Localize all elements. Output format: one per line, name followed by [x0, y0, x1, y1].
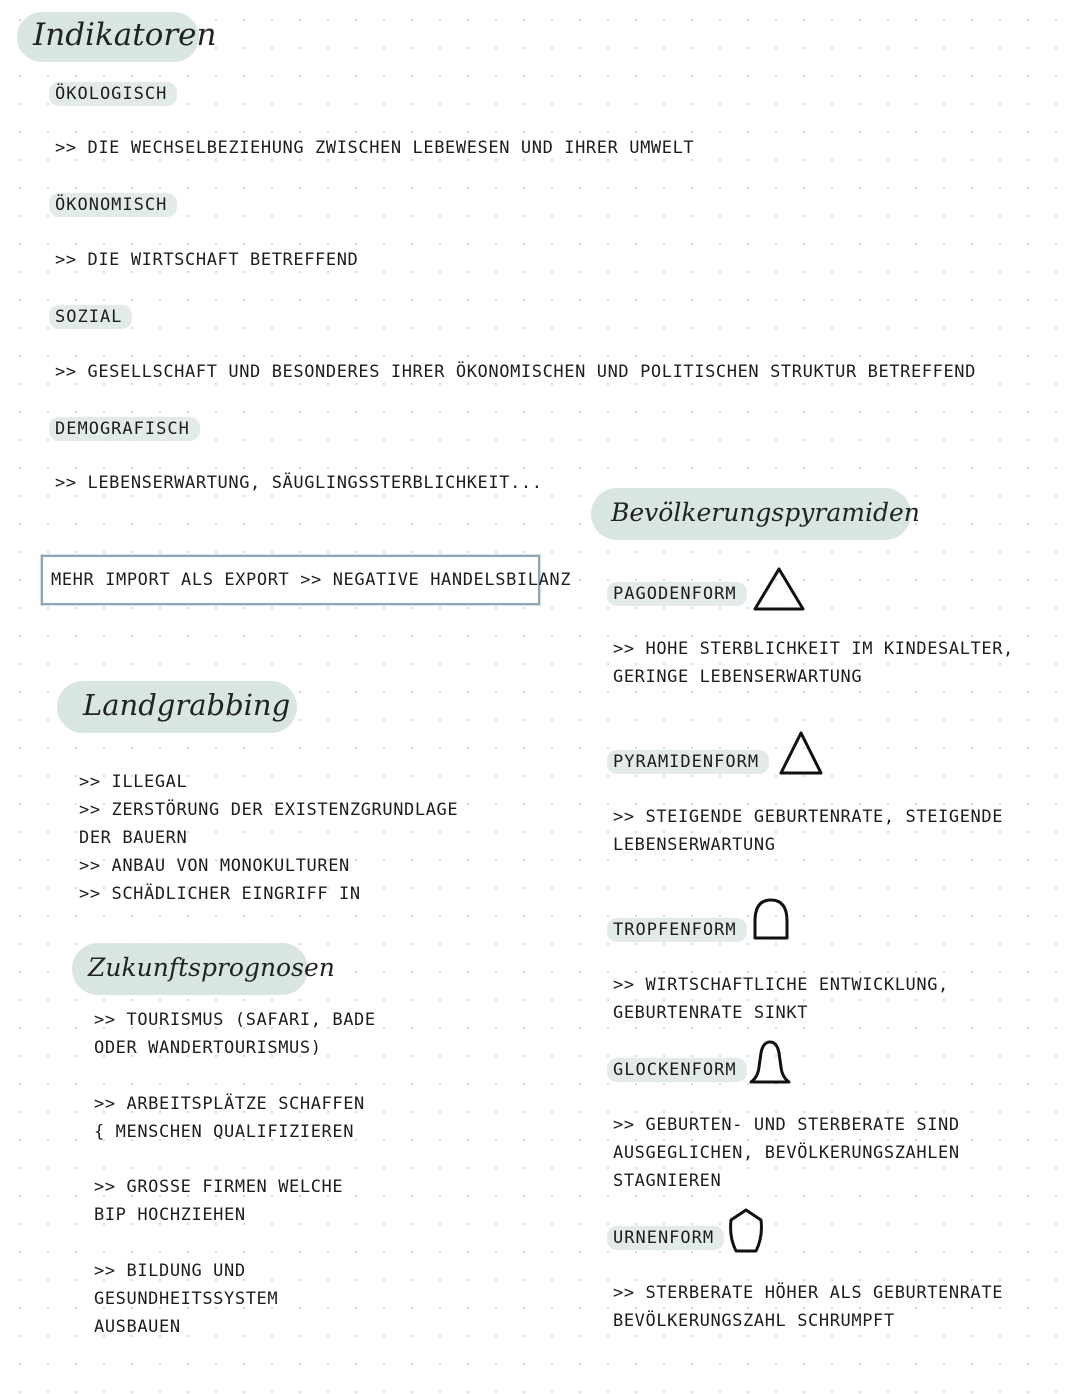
landgrabbing-line: DER BAUERN [79, 828, 188, 848]
zukunft-line: >> BILDUNG UND [94, 1261, 246, 1281]
pagodenform-line: GERINGE LEBENSERWARTUNG [613, 667, 863, 687]
pyramid-triangle-icon [778, 730, 824, 776]
urn-shape-icon [726, 1207, 766, 1255]
pagoda-triangle-icon [752, 566, 806, 612]
text-demografisch: >> LEBENSERWARTUNG, SÄUGLINGSSTERBLICHKEIT... [55, 473, 543, 493]
landgrabbing-title: Landgrabbing [83, 688, 291, 722]
handelsbilanz-box: MEHR IMPORT ALS EXPORT >> NEGATIVE HANDELSBILANZ [41, 555, 540, 605]
zukunft-line: >> GROSSE FIRMEN WELCHE [94, 1177, 344, 1197]
zukunft-title: Zukunftsprognosen [88, 952, 335, 982]
zukunft-line: BIP HOCHZIEHEN [94, 1205, 246, 1225]
pyramidenform-desc [613, 803, 1003, 859]
tag-glockenform: GLOCKENFORM [607, 1058, 747, 1082]
zukunft-group [94, 1006, 376, 1062]
glockenform-line: STAGNIEREN [613, 1171, 722, 1191]
pyramidenform-line: LEBENSERWARTUNG [613, 835, 776, 855]
zukunft-group [94, 1257, 278, 1341]
pyramiden-title: Bevölkerungspyramiden [611, 497, 920, 527]
text-oekonomisch: >> DIE WIRTSCHAFT BETREFFEND [55, 250, 359, 270]
urnenform-desc [613, 1279, 1003, 1335]
tag-oekonomisch: ÖKONOMISCH [49, 193, 177, 217]
tag-sozial: SOZIAL [49, 305, 132, 329]
landgrabbing-heading-pill [57, 681, 297, 733]
tag-oekologisch: ÖKOLOGISCH [49, 82, 177, 106]
tropfenform-line: >> WIRTSCHAFTLICHE ENTWICKLUNG, [613, 975, 949, 995]
pyramidenform-line: >> STEIGENDE GEBURTENRATE, STEIGENDE [613, 807, 1004, 827]
tag-urnenform: URNENFORM [607, 1226, 724, 1250]
tropfenform-desc [613, 971, 949, 1027]
zukunft-line: AUSBAUEN [94, 1317, 181, 1337]
glockenform-line: AUSGEGLICHEN, BEVÖLKERUNGSZAHLEN [613, 1143, 960, 1163]
drop-shape-icon [751, 897, 791, 941]
pyramiden-heading-pill [591, 488, 920, 540]
zukunft-line: >> ARBEITSPLÄTZE SCHAFFEN [94, 1094, 365, 1114]
zukunft-line: >> TOURISMUS (SAFARI, BADE [94, 1010, 376, 1030]
landgrabbing-list [79, 768, 458, 908]
landgrabbing-line: >> ZERSTÖRUNG DER EXISTENZGRUNDLAGE [79, 800, 459, 820]
glockenform-line: >> GEBURTEN- UND STERBERATE SIND [613, 1115, 960, 1135]
landgrabbing-line: >> SCHÄDLICHER EINGRIFF IN [79, 884, 361, 904]
tag-pagodenform: PAGODENFORM [607, 582, 747, 606]
zukunft-line: ODER WANDERTOURISMUS) [94, 1038, 322, 1058]
tropfenform-line: GEBURTENRATE SINKT [613, 1003, 809, 1023]
zukunft-line: GESUNDHEITSSYSTEM [94, 1289, 279, 1309]
zukunft-group [94, 1173, 343, 1229]
tag-pyramidenform: PYRAMIDENFORM [607, 750, 769, 774]
landgrabbing-line: >> ILLEGAL [79, 772, 188, 792]
zukunft-heading-pill [72, 943, 335, 995]
pagodenform-line: >> HOHE STERBLICHKEIT IM KINDESALTER, [613, 639, 1014, 659]
indikatoren-heading-pill [17, 12, 217, 62]
tag-tropfenform: TROPFENFORM [607, 918, 747, 942]
text-oekologisch: >> DIE WECHSELBEZIEHUNG ZWISCHEN LEBEWESEN UND IHRER UMWELT [55, 138, 695, 158]
zukunft-group [94, 1090, 365, 1146]
urnenform-line: BEVÖLKERUNGSZAHL SCHRUMPFT [613, 1311, 895, 1331]
glockenform-desc [613, 1111, 960, 1195]
bell-shape-icon [748, 1039, 792, 1085]
indikatoren-title: Indikatoren [33, 17, 217, 53]
tag-demografisch: DEMOGRAFISCH [49, 417, 200, 441]
urnenform-line: >> STERBERATE HÖHER ALS GEBURTENRATE [613, 1283, 1004, 1303]
zukunft-line: { MENSCHEN QUALIFIZIEREN [94, 1122, 355, 1142]
landgrabbing-line: >> ANBAU VON MONOKULTUREN [79, 856, 350, 876]
pagodenform-desc [613, 635, 1014, 691]
text-sozial: >> GESELLSCHAFT UND BESONDERES IHRER ÖKONOMISCHEN UND POLITISCHEN STRUKTUR BETREFFEND [55, 362, 976, 382]
